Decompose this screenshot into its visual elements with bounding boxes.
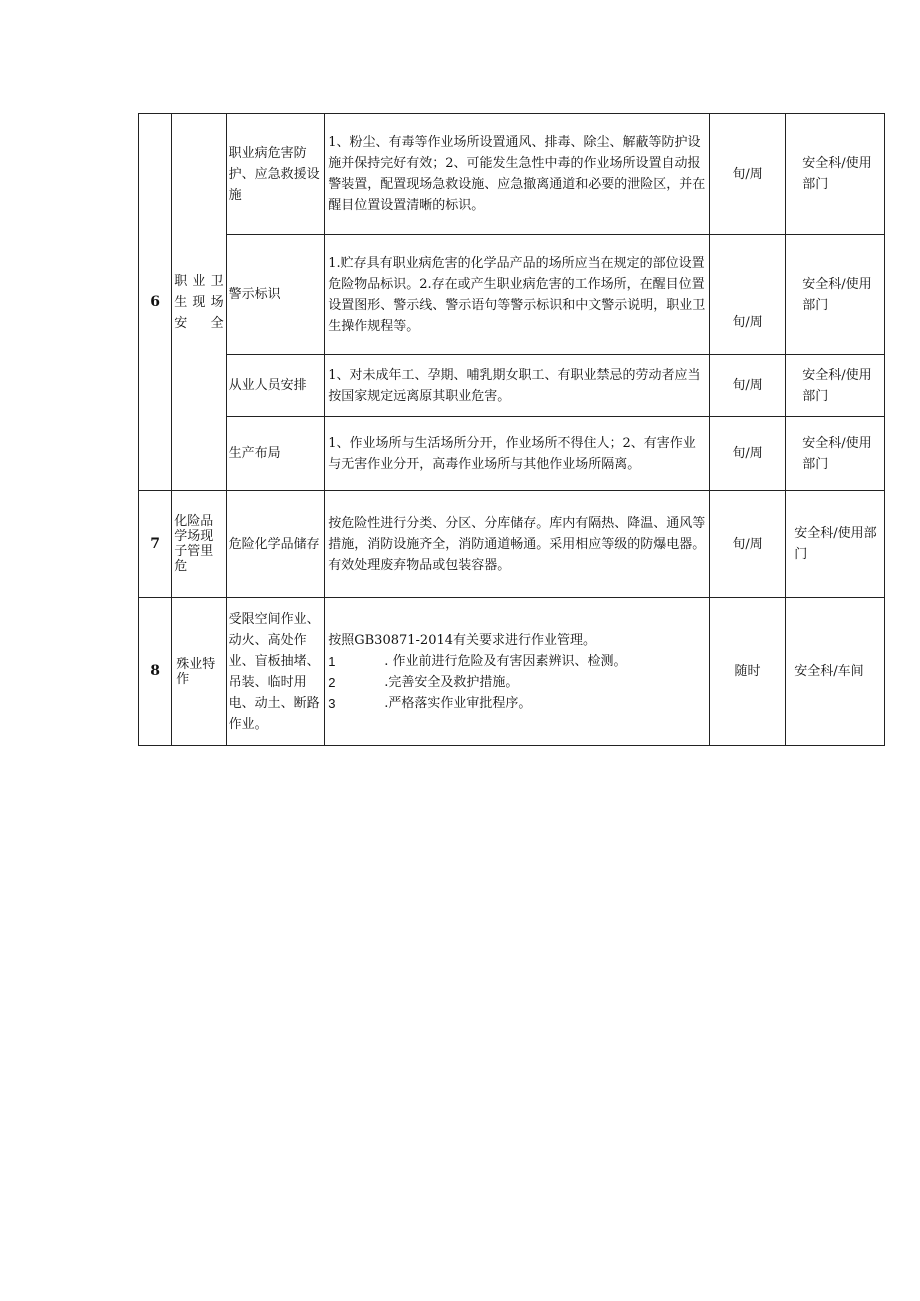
row-number: 7: [139, 491, 172, 598]
requirement-cell: [325, 235, 710, 355]
item-cell: [226, 355, 325, 417]
item-text: 职业病危害防护、应急救援设施: [228, 145, 320, 203]
department-cell: [786, 235, 885, 355]
table-row: [139, 355, 885, 417]
category-cell: [172, 598, 226, 746]
category-cell: [172, 491, 226, 598]
requirement-text: 1.贮存具有职业病危害的化学品产品的场所应当在规定的部位设置危险物品标识。2.存在或产生职业病危害的工作场所，在醒目位置设置图形、警示线、警示语句等警示标识和中文警示说明，职业卫生操作规程等。: [328, 255, 706, 334]
item-cell: [226, 114, 325, 235]
table-row: [139, 417, 885, 491]
department-cell: [786, 598, 885, 746]
frequency-cell: [709, 235, 786, 355]
item-text: 危险化学品储存: [228, 536, 320, 552]
row-number: 8: [139, 598, 172, 746]
table-row: [139, 598, 885, 746]
department-cell: [786, 114, 885, 235]
item-text: 生产布局: [228, 446, 281, 461]
frequency-cell: 旬/周: [709, 355, 786, 417]
department-text: 安全科/使用部门: [802, 435, 872, 472]
item-cell: [226, 417, 325, 491]
requirement-cell: [325, 417, 710, 491]
department-cell: [786, 417, 885, 491]
department-text: 安全科/使用部门: [802, 156, 872, 192]
department-text: 安全科/车间: [794, 664, 864, 679]
department-text: 安全科/使用部门: [794, 526, 877, 562]
item-text: 警示标识: [228, 287, 281, 302]
requirement-cell: [325, 598, 710, 746]
frequency-cell: 旬/周: [709, 417, 786, 491]
requirement-cell: [325, 114, 710, 235]
category-text: 化险品学场现子管里危: [174, 514, 214, 574]
list-item: 3 .严格落实作业审批程序。: [328, 695, 532, 711]
item-cell: [226, 491, 325, 598]
item-cell: [226, 235, 325, 355]
table-row: [139, 491, 885, 598]
requirement-list: [325, 651, 709, 714]
item-text: 受限空间作业、动火、高处作业、盲板抽堵、吊装、临时用电、动土、断路作业。: [228, 611, 320, 732]
requirement-text: 按危险性进行分类、分区、分库储存。库内有隔热、降温、通风等措施，消防设施齐全，消防通道畅通。采用相应等级的防爆电器。有效处理废弃物品或包装容器。: [328, 515, 706, 573]
frequency-text: 旬/周: [732, 315, 763, 330]
frequency-cell: 旬/周: [709, 491, 786, 598]
department-text: 安全科/使用部门: [802, 367, 872, 404]
table-row: [139, 114, 885, 235]
requirement-text: 1、粉尘、有毒等作业场所设置通风、排毒、除尘、解蔽等防护设施并保持完好有效；2、可能发生急性中毒的作业场所设置自动报警装置，配置现场急救设施、应急撤离通道和必要的泄险区，并在醒目位置设置清晰的标识。: [328, 135, 706, 213]
list-item: 1 . 作业前进行危险及有害因素辨识、检测。: [328, 653, 627, 669]
category-text: 殊业特作: [176, 656, 216, 687]
category-cell: [172, 114, 226, 491]
frequency-cell: 随时: [709, 598, 786, 746]
item-cell: [226, 598, 325, 746]
category-text: 职业卫生现场安全: [174, 273, 224, 331]
department-cell: [786, 491, 885, 598]
requirement-cell: [325, 491, 710, 598]
department-text: 安全科/使用部门: [802, 276, 872, 313]
frequency-cell: 旬/周: [709, 114, 786, 235]
item-text: 从业人员安排: [228, 378, 307, 393]
list-item: 2 .完善安全及救护措施。: [328, 674, 519, 690]
requirement-text: 1、对未成年工、孕期、哺乳期女职工、有职业禁忌的劳动者应当按国家规定远离原其职业危害。: [328, 367, 701, 404]
row-number: 6: [139, 114, 172, 491]
table-row: [139, 235, 885, 355]
requirement-cell: [325, 355, 710, 417]
requirement-text: 1、作业场所与生活场所分开，作业场所不得住人；2、有害作业与无害作业分开，高毒作业场所与其他作业场所隔离。: [328, 435, 696, 472]
inspection-table: [138, 113, 885, 746]
department-cell: [786, 355, 885, 417]
requirement-intro: 按照GB30871-2014有关要求进行作业管理。: [328, 632, 597, 648]
